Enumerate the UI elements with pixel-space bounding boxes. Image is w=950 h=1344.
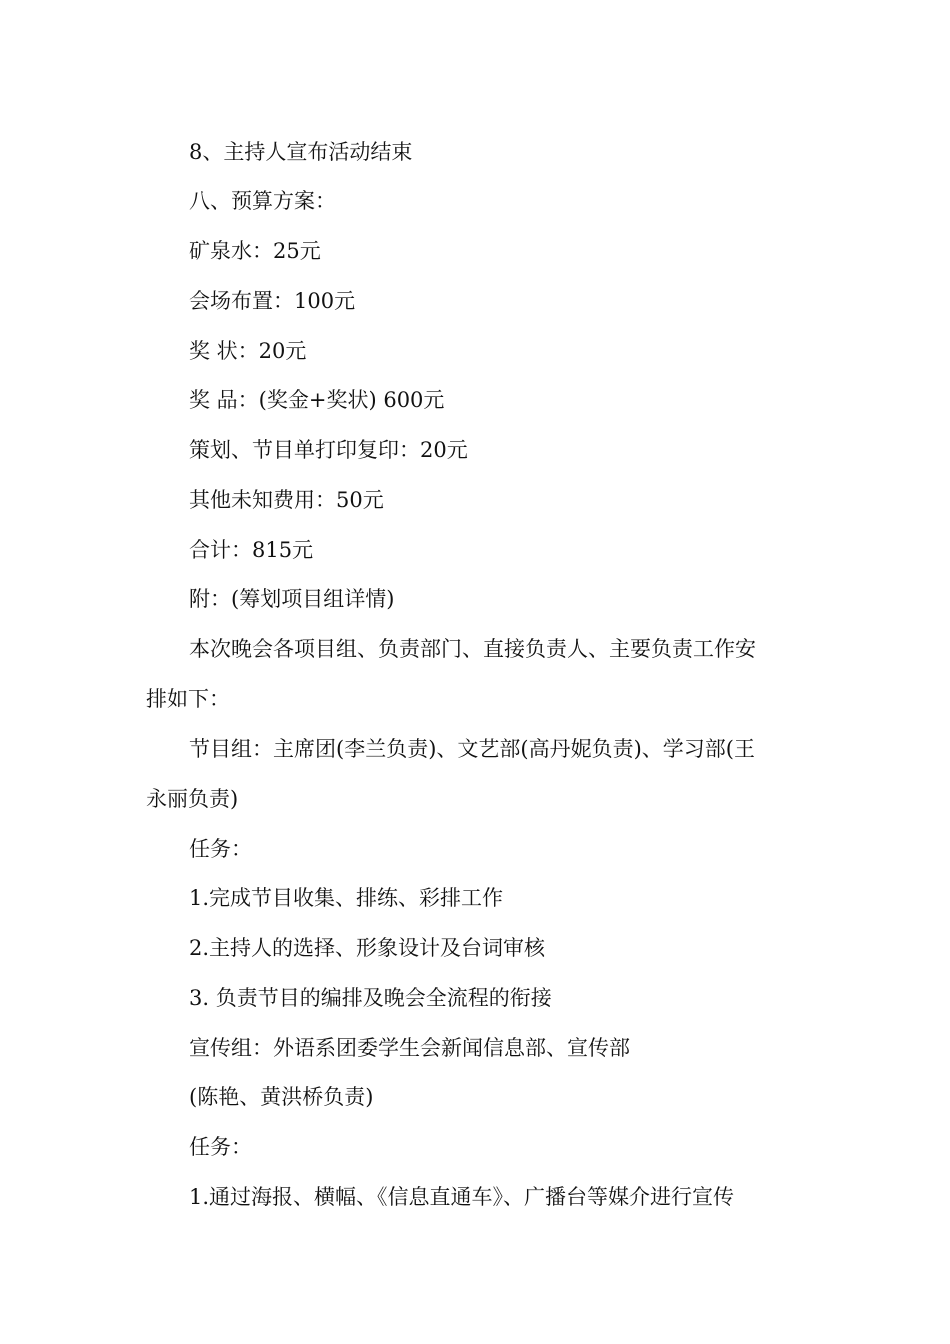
text-line: 会场布置：100元: [189, 289, 356, 313]
list-item: 1.完成节目收集、排练、彩排工作: [189, 886, 504, 910]
text-line: 任务：: [189, 837, 252, 861]
text-line: 任务：: [189, 1135, 252, 1159]
text-line: 8、主持人宣布活动结束: [189, 140, 413, 164]
budget-total: 合计：815元: [189, 538, 314, 562]
paragraph-line: 本次晚会各项目组、负责部门、直接负责人、主要负责工作安: [189, 637, 756, 661]
paragraph-line-continued: 排如下：: [146, 687, 230, 711]
list-item: 1.通过海报、横幅、《信息直通车》、广播台等媒介进行宣传: [189, 1185, 735, 1209]
text-line: 矿泉水：25元: [189, 239, 321, 263]
paragraph-line: 节目组：主席团(李兰负责)、文艺部(高丹妮负责)、学习部(王: [189, 737, 755, 761]
text-line: 其他未知费用：50元: [189, 488, 384, 512]
text-line: 策划、节目单打印复印：20元: [189, 438, 468, 462]
section-heading-budget: 八、预算方案：: [189, 189, 336, 213]
text-line: 奖 品：(奖金+奖状) 600元: [189, 388, 445, 412]
list-item: 2.主持人的选择、形象设计及台词审核: [189, 936, 546, 960]
text-line: 宣传组：外语系团委学生会新闻信息部、宣传部: [189, 1036, 630, 1060]
text-line: 附：(筹划项目组详情): [189, 587, 395, 611]
paragraph-line-continued: 永丽负责): [146, 787, 239, 811]
text-line: 奖 状：20元: [189, 339, 307, 363]
list-item: 3. 负责节目的编排及晚会全流程的衔接: [189, 986, 552, 1010]
text-line: (陈艳、黄洪桥负责): [189, 1085, 374, 1109]
